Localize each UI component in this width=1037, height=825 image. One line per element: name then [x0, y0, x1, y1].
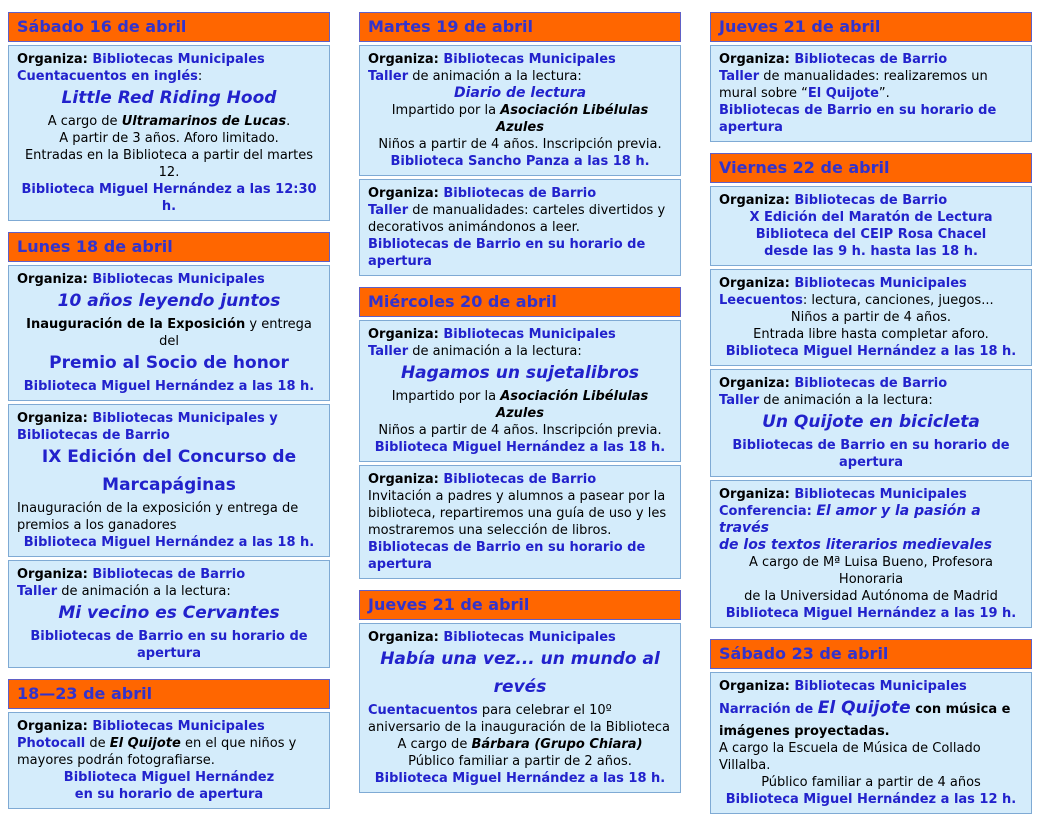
text-line [368, 102, 672, 136]
text-segment: Público familiar a partir de 4 años [761, 775, 981, 790]
text-segment: Había una vez... un mundo al revés [380, 649, 660, 697]
text-line [17, 288, 321, 316]
text-segment: de animación a la lectura: [57, 584, 231, 599]
text-segment: para celebrar el 10º [477, 703, 612, 718]
text-line [719, 226, 1023, 243]
date-section [8, 232, 330, 668]
text-segment: Biblioteca Sancho Panza a las 18 h. [390, 154, 650, 169]
text-segment: Bibliotecas Municipales [794, 679, 967, 694]
text-segment: Bibliotecas de Barrio en su horario de apertura [719, 103, 997, 135]
text-line [368, 68, 672, 85]
text-line [368, 736, 672, 753]
text-line [719, 678, 1023, 695]
date-section [8, 679, 330, 809]
text-segment: imágenes proyectadas. [719, 724, 890, 739]
text-line [368, 471, 672, 488]
text-line [719, 695, 1023, 723]
text-segment: Premio al Socio de honor [49, 353, 289, 373]
text-segment: Biblioteca Miguel Hernández a las 19 h. [725, 606, 1017, 621]
text-segment: Organiza: [368, 327, 444, 342]
text-line [17, 444, 321, 472]
date-header: Lunes 18 de abril [8, 232, 330, 262]
text-segment: Niños a partir de 4 años. Inscripción previa. [378, 137, 662, 152]
text-segment: mayores podrán fotografiarse. [17, 753, 215, 768]
text-segment: . [286, 114, 291, 129]
date-section [710, 639, 1032, 814]
text-segment: Taller [719, 393, 760, 408]
text-line [368, 236, 672, 270]
event-box [8, 560, 330, 668]
text-line [17, 752, 321, 769]
text-line [719, 51, 1023, 68]
text-segment: de la Universidad Autónoma de Madrid [744, 589, 998, 604]
text-segment: Organiza: [368, 630, 444, 645]
text-segment: Inauguración de la exposición y entrega de premios a los ganadores [17, 501, 299, 533]
text-line [17, 51, 321, 68]
text-segment: Asociación Libélulas Azules [496, 103, 649, 135]
text-line [17, 566, 321, 583]
text-segment: ”. [878, 86, 890, 101]
text-line [17, 786, 321, 803]
text-segment: Bibliotecas de Barrio [17, 428, 170, 443]
text-line [719, 774, 1023, 791]
text-segment: X Edición del Maratón de Lectura [749, 210, 993, 225]
text-segment: 10 años leyendo juntos [57, 291, 281, 311]
text-line [719, 209, 1023, 226]
text-segment: Asociación Libélulas Azules [496, 389, 649, 421]
text-segment: Bibliotecas Municipales [92, 272, 265, 287]
date-header: Sábado 16 de abril [8, 12, 330, 42]
text-segment: Bibliotecas Municipales [443, 52, 616, 67]
date-section [359, 590, 681, 793]
date-section [710, 153, 1032, 628]
text-line [17, 472, 321, 500]
text-segment: Bibliotecas Municipales [794, 487, 967, 502]
event-box [359, 179, 681, 276]
text-segment: A cargo de [397, 737, 472, 752]
event-box [359, 45, 681, 176]
event-box [8, 712, 330, 809]
text-segment: Marcapáginas [102, 475, 236, 495]
text-segment: Taller [17, 584, 58, 599]
text-segment: El amor y la pasión a través [719, 503, 981, 536]
event-box [8, 45, 330, 221]
text-line [368, 185, 672, 202]
text-segment: Organiza: [719, 376, 795, 391]
date-header: Viernes 22 de abril [710, 153, 1032, 183]
text-segment: Bibliotecas Municipales [443, 630, 616, 645]
event-box [8, 265, 330, 401]
text-line [368, 136, 672, 153]
text-segment: Organiza: [17, 411, 93, 426]
text-segment: Inauguración de la Exposición [26, 317, 246, 332]
text-segment: Bibliotecas Municipales [92, 52, 265, 67]
text-line [17, 68, 321, 85]
text-segment: aniversario de la inauguración de la Biblioteca [368, 720, 670, 735]
text-segment: Niños a partir de 4 años. [790, 310, 952, 325]
text-segment: Cuentacuentos en inglés [17, 69, 198, 84]
text-segment: Invitación a padres y alumnos a pasear por la biblioteca, repartiremos una guía de uso y les mostraremos una selección de libros. [368, 489, 667, 538]
text-segment: de manualidades: realizaremos un mural sobre “ [719, 69, 988, 101]
text-line [368, 702, 672, 719]
event-box [710, 480, 1032, 628]
text-segment: Organiza: [368, 186, 444, 201]
text-segment: Narración de [719, 702, 818, 717]
text-line [368, 439, 672, 456]
events-column-3 [710, 12, 1032, 825]
text-line [368, 326, 672, 343]
text-segment: Bárbara (Grupo Chiara) [471, 737, 643, 752]
text-line [719, 68, 1023, 102]
text-segment: en el que niños y [180, 736, 297, 751]
text-segment: Bibliotecas de Barrio [443, 472, 597, 487]
text-line [719, 375, 1023, 392]
text-line [719, 588, 1023, 605]
text-line [719, 740, 1023, 774]
date-header: Jueves 21 de abril [359, 590, 681, 620]
text-segment: Leecuentos [719, 293, 803, 308]
text-line [17, 130, 321, 147]
text-segment: y entrega del [159, 317, 312, 349]
events-column-2 [359, 12, 681, 825]
text-segment: en su horario de apertura [74, 787, 264, 802]
text-segment: Organiza: [17, 719, 93, 734]
text-line [719, 275, 1023, 292]
text-line [719, 503, 1023, 537]
text-line [368, 770, 672, 787]
text-segment: Bibliotecas de Barrio en su horario de apertura [368, 540, 646, 572]
text-line [17, 600, 321, 628]
text-segment: A cargo la Escuela de Música de Collado Villalba. [719, 741, 981, 773]
text-segment: Organiza: [368, 52, 444, 67]
text-line [368, 153, 672, 170]
events-column-1 [8, 12, 330, 825]
text-segment: Impartido por la [391, 389, 501, 404]
text-line [17, 583, 321, 600]
text-segment: de animación a la lectura: [408, 69, 582, 84]
text-segment: Photocall [17, 736, 86, 751]
text-line [719, 309, 1023, 326]
date-header: 18—23 de abril [8, 679, 330, 709]
text-segment: IX Edición del Concurso de [41, 447, 297, 467]
text-line [17, 316, 321, 350]
text-segment: Biblioteca Miguel Hernández a las 18 h. [725, 344, 1017, 359]
text-segment: El Quijote [807, 86, 879, 101]
text-line [368, 539, 672, 573]
event-box [359, 623, 681, 793]
text-segment: A cargo de Mª Luisa Bueno, Profesora Honoraria [748, 555, 994, 587]
text-line [719, 537, 1023, 554]
text-segment: Organiza: [17, 272, 93, 287]
text-line [368, 646, 672, 702]
text-line [17, 378, 321, 395]
text-segment: Taller [368, 69, 409, 84]
text-segment: Cuentacuentos [368, 703, 478, 718]
text-segment: Biblioteca Miguel Hernández a las 18 h. [374, 771, 666, 786]
text-segment: Taller [368, 344, 409, 359]
date-section [359, 287, 681, 579]
text-line [17, 427, 321, 444]
text-segment: Biblioteca Miguel Hernández a las 12 h. [725, 792, 1017, 807]
text-line [17, 718, 321, 735]
text-segment: Ultramarinos de Lucas [121, 114, 287, 129]
text-segment: Biblioteca Miguel Hernández [63, 770, 275, 785]
text-segment: Impartido por la [391, 103, 501, 118]
text-segment: Organiza: [719, 276, 795, 291]
text-line [17, 85, 321, 113]
text-line [368, 51, 672, 68]
text-line [719, 437, 1023, 471]
text-segment: Hagamos un sujetalibros [400, 363, 640, 383]
text-line [17, 181, 321, 215]
text-line [719, 292, 1023, 309]
text-segment: Organiza: [368, 472, 444, 487]
text-line [719, 192, 1023, 209]
event-box [359, 320, 681, 462]
event-box [710, 672, 1032, 814]
text-segment: Bibliotecas de Barrio [794, 52, 948, 67]
text-segment: Biblioteca Miguel Hernández a las 12:30 h. [21, 182, 317, 214]
text-line [719, 392, 1023, 409]
date-header: Jueves 21 de abril [710, 12, 1032, 42]
text-segment: Entrada libre hasta completar aforo. [753, 327, 989, 342]
text-segment: : lectura, canciones, juegos... [802, 293, 994, 308]
text-segment: Diario de lectura [453, 85, 587, 101]
event-box [710, 369, 1032, 477]
text-segment: Bibliotecas de Barrio [92, 567, 246, 582]
event-box [710, 186, 1032, 266]
text-segment: de manualidades: carteles divertidos y decorativos animándonos a leer. [368, 203, 666, 235]
text-segment: Biblioteca Miguel Hernández a las 18 h. [374, 440, 666, 455]
text-segment: Bibliotecas de Barrio en su horario de apertura [732, 438, 1010, 470]
date-section [8, 12, 330, 221]
text-segment: El Quijote [109, 736, 181, 751]
text-segment: A partir de 3 años. Aforo limitado. [59, 131, 279, 146]
text-line [368, 202, 672, 236]
text-line [719, 723, 1023, 740]
text-segment: Biblioteca del CEIP Rosa Chacel [755, 227, 987, 242]
text-segment: Organiza: [719, 679, 795, 694]
text-line [719, 409, 1023, 437]
text-segment: Mi vecino es Cervantes [58, 603, 280, 623]
date-header: Martes 19 de abril [359, 12, 681, 42]
text-segment: A cargo de [47, 114, 122, 129]
text-segment: Entradas en la Biblioteca a partir del martes 12. [24, 148, 314, 180]
text-segment: : [197, 69, 203, 84]
date-header: Sábado 23 de abril [710, 639, 1032, 669]
date-header: Miércoles 20 de abril [359, 287, 681, 317]
text-line [719, 554, 1023, 588]
text-segment: Bibliotecas Municipales y [92, 411, 278, 426]
text-line [17, 410, 321, 427]
text-line [17, 271, 321, 288]
text-line [368, 488, 672, 539]
text-line [17, 534, 321, 551]
text-segment: Biblioteca Miguel Hernández a las 18 h. [23, 535, 315, 550]
event-box [710, 269, 1032, 366]
text-segment: Niños a partir de 4 años. Inscripción previa. [378, 423, 662, 438]
text-line [368, 388, 672, 422]
text-line [17, 113, 321, 130]
text-line [719, 343, 1023, 360]
text-segment: Organiza: [719, 487, 795, 502]
text-line [719, 326, 1023, 343]
text-segment: Bibliotecas Municipales [443, 327, 616, 342]
text-segment: Bibliotecas de Barrio en su horario de apertura [368, 237, 646, 269]
text-line [368, 360, 672, 388]
text-segment: Organiza: [17, 52, 93, 67]
text-segment: Conferencia: [719, 504, 817, 519]
text-line [368, 422, 672, 439]
text-line [719, 486, 1023, 503]
text-segment: Bibliotecas Municipales [794, 276, 967, 291]
text-segment: Organiza: [719, 193, 795, 208]
event-box [8, 404, 330, 557]
text-segment: Público familiar a partir de 2 años. [408, 754, 632, 769]
text-segment: Organiza: [17, 567, 93, 582]
text-segment: de [85, 736, 110, 751]
event-box [359, 465, 681, 579]
text-line [719, 791, 1023, 808]
text-line [719, 243, 1023, 260]
text-line [17, 500, 321, 534]
date-section [359, 12, 681, 276]
date-section [710, 12, 1032, 142]
text-segment: de los textos literarios medievales [719, 537, 993, 553]
text-line [17, 769, 321, 786]
text-segment: con música e [910, 702, 1011, 717]
text-line [17, 147, 321, 181]
text-line [368, 85, 672, 102]
text-segment: Biblioteca Miguel Hernández a las 18 h. [23, 379, 315, 394]
text-segment: Bibliotecas Municipales [92, 719, 265, 734]
text-segment: Organiza: [719, 52, 795, 67]
text-segment: Un Quijote en bicicleta [762, 412, 980, 432]
text-line [719, 102, 1023, 136]
text-segment: Taller [719, 69, 760, 84]
text-line [17, 628, 321, 662]
text-line [368, 753, 672, 770]
text-line [719, 605, 1023, 622]
text-line [368, 343, 672, 360]
text-segment: desde las 9 h. hasta las 18 h. [764, 244, 978, 259]
text-segment: Bibliotecas de Barrio en su horario de apertura [30, 629, 308, 661]
text-segment: de animación a la lectura: [759, 393, 933, 408]
text-segment: El Quijote [817, 698, 911, 718]
text-line [368, 629, 672, 646]
text-segment: Little Red Riding Hood [61, 88, 277, 108]
text-segment: Bibliotecas de Barrio [794, 376, 948, 391]
text-line [17, 735, 321, 752]
text-segment: Taller [368, 203, 409, 218]
text-line [17, 350, 321, 378]
event-box [710, 45, 1032, 142]
text-segment: de animación a la lectura: [408, 344, 582, 359]
text-segment: Bibliotecas de Barrio [794, 193, 948, 208]
text-segment: Bibliotecas de Barrio [443, 186, 597, 201]
